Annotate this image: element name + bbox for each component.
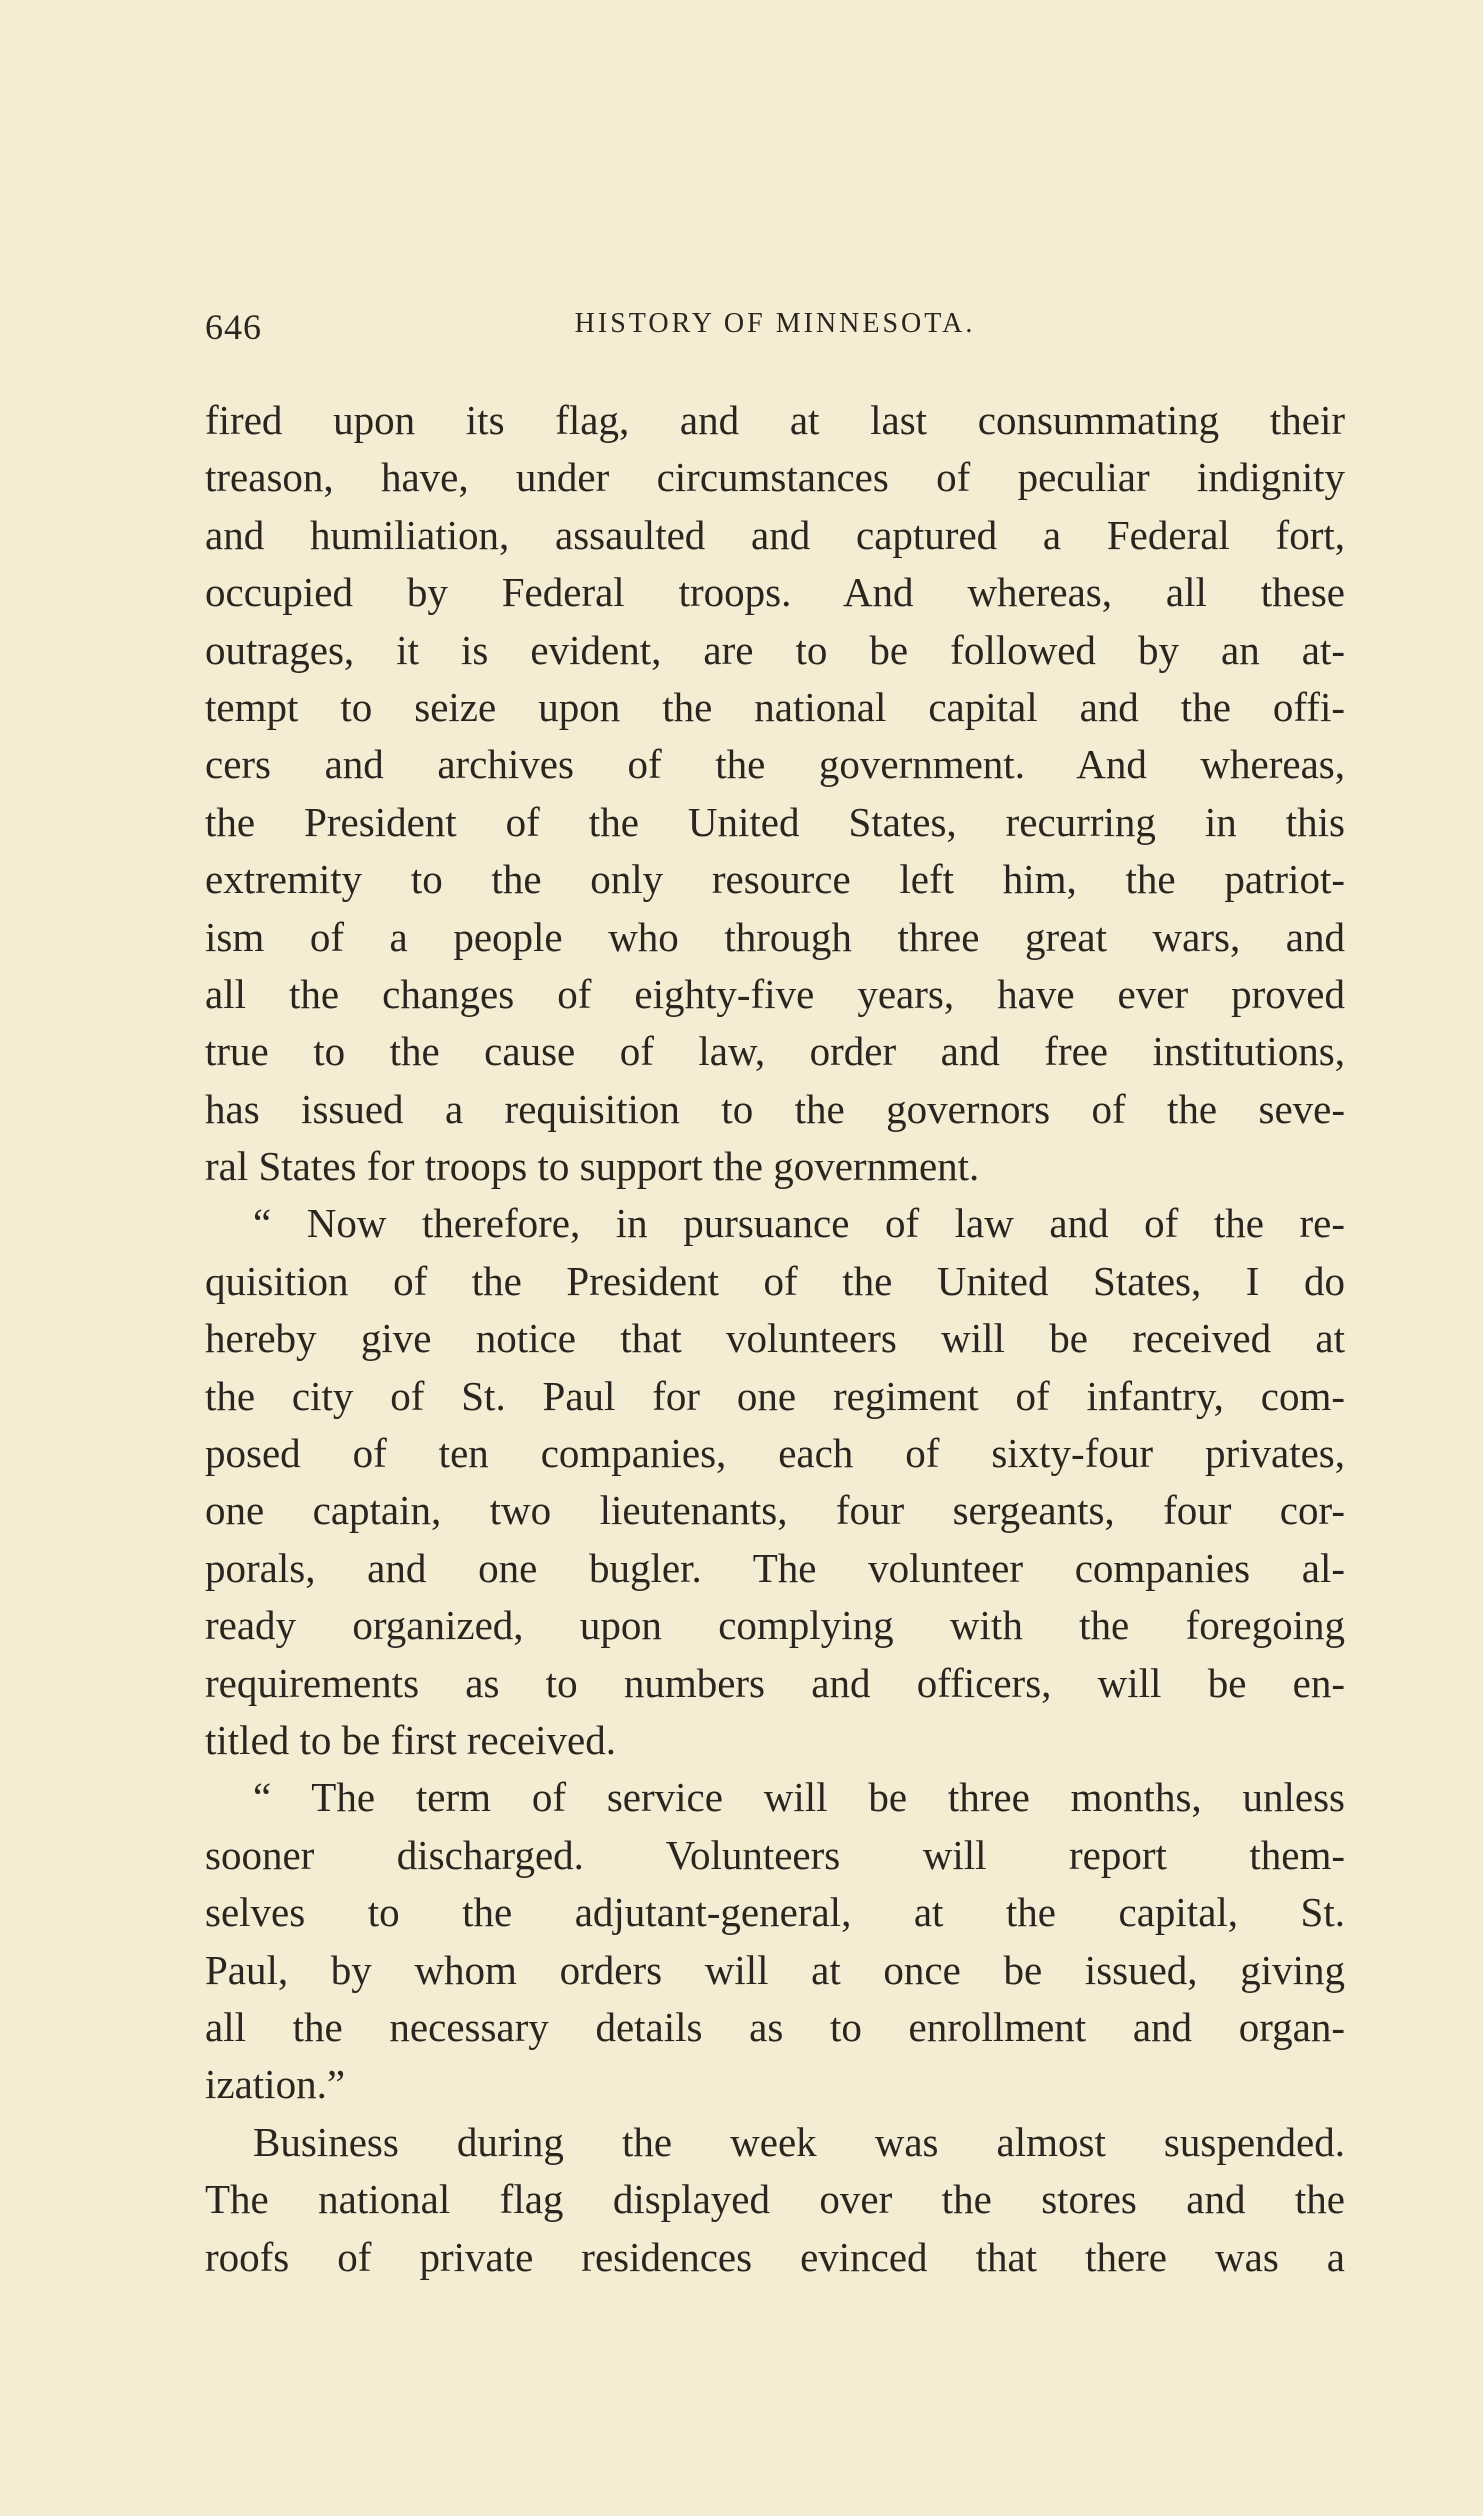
text-line: sooner discharged. Volunteers will report them- — [205, 1831, 1345, 1878]
text-line: hereby give notice that volunteers will be received at — [205, 1315, 1345, 1362]
text-line: porals, and one bugler. The volunteer companies al- — [205, 1544, 1345, 1591]
text-line: outrages, it is evident, are to be followed by an at- — [205, 626, 1345, 673]
text-line: has issued a requisition to the governors of the seve- — [205, 1085, 1345, 1132]
text-line: quisition of the President of the United States, I do — [205, 1257, 1345, 1304]
body-text — [205, 392, 1345, 2286]
text-line: cers and archives of the government. And whereas, — [205, 741, 1345, 788]
text-line: all the necessary details as to enrollment and organ- — [205, 2003, 1345, 2050]
running-head: HISTORY OF MINNESOTA. — [574, 308, 976, 339]
text-line: ism of a people who through three great wars, and — [205, 913, 1345, 960]
text-line: requirements as to numbers and officers, will be en- — [205, 1659, 1345, 1706]
text-line: posed of ten companies, each of sixty-four privates, — [205, 1430, 1345, 1477]
text-line: fired upon its flag, and at last consummating their — [205, 397, 1345, 443]
text-line: the city of St. Paul for one regiment of infantry, com- — [205, 1372, 1345, 1419]
text-line: extremity to the only resource left him, the patriot- — [205, 856, 1345, 903]
text-line: occupied by Federal troops. And whereas, all these — [205, 569, 1345, 616]
text-line: true to the cause of law, order and free institutions, — [205, 1028, 1345, 1075]
text-line: ready organized, upon complying with the foregoing — [205, 1602, 1345, 1649]
text-line: “ The term of service will be three months, unless — [253, 1774, 1345, 1821]
text-line: Paul, by whom orders will at once be issued, giving — [205, 1946, 1345, 1993]
text-line: roofs of private residences evinced that there was a — [205, 2233, 1345, 2280]
page-header — [205, 300, 1345, 350]
text-line: tempt to seize upon the national capital and the offi- — [205, 683, 1345, 730]
text-line: selves to the adjutant-general, at the capital, St. — [205, 1889, 1345, 1936]
page-number: 646 — [205, 307, 262, 347]
text-line: Business during the week was almost suspended. — [253, 2118, 1345, 2165]
text-line: and humiliation, assaulted and captured a Federal fort, — [205, 511, 1345, 558]
text-line: The national flag displayed over the stores and the — [205, 2176, 1345, 2223]
text-line: the President of the United States, recurring in this — [205, 798, 1345, 845]
text-line: all the changes of eighty-five years, have ever proved — [205, 970, 1345, 1017]
text-line: one captain, two lieutenants, four sergeants, four cor- — [205, 1487, 1345, 1534]
text-line: ization.” — [205, 2061, 346, 2108]
text-line: titled to be first received. — [205, 1716, 616, 1763]
text-line: “ Now therefore, in pursuance of law and of the re- — [253, 1200, 1345, 1247]
text-line: treason, have, under circumstances of peculiar indignity — [205, 454, 1345, 501]
text-line: ral States for troops to support the government. — [205, 1143, 980, 1190]
